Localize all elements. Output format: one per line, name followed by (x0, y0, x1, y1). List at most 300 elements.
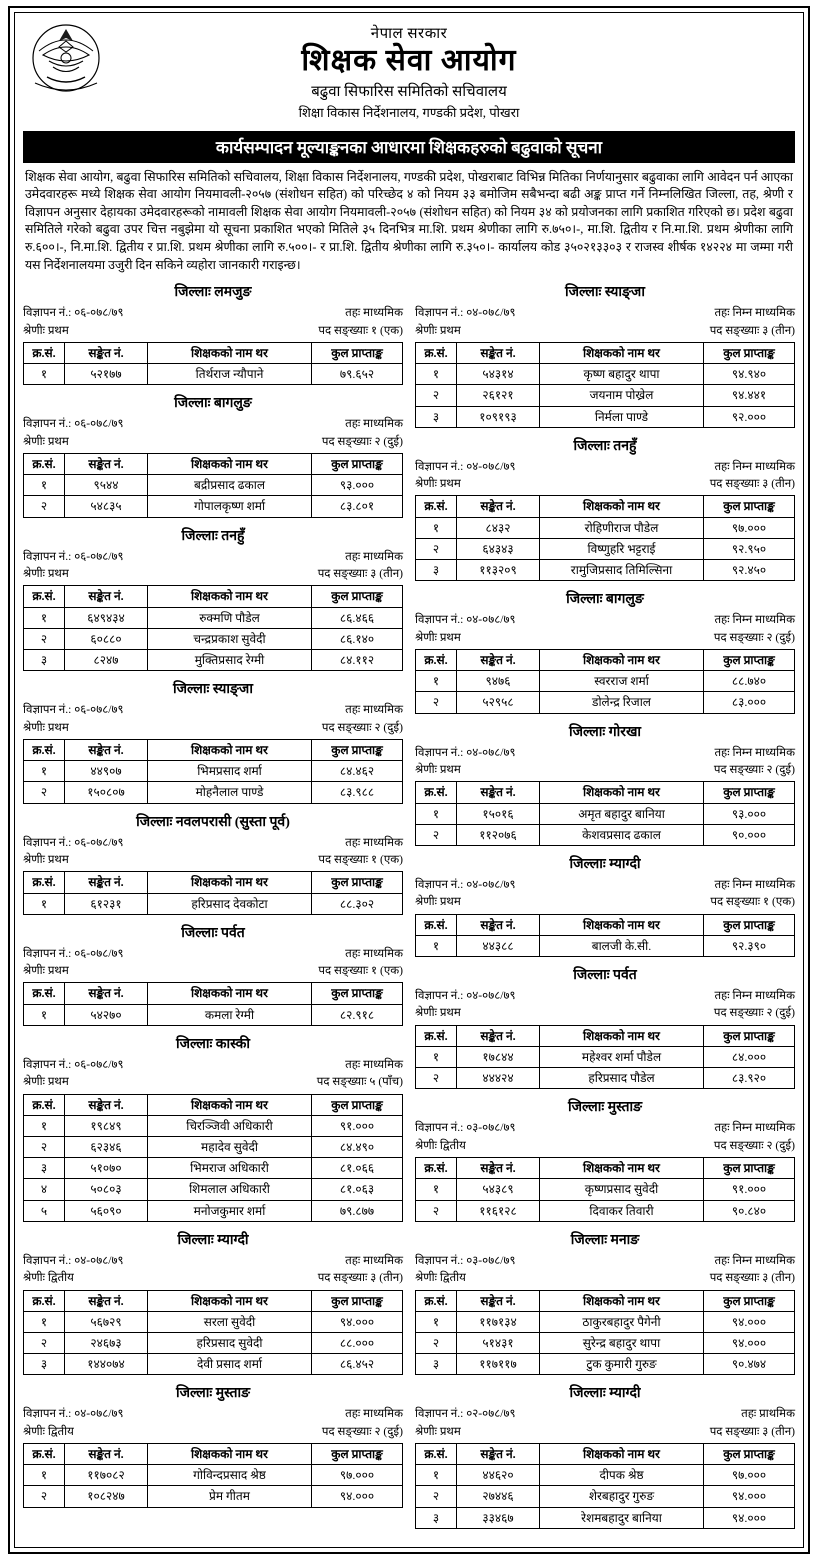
column-header: शिक्षकको नाम थर (540, 782, 704, 803)
grade: श्रेणीः प्रथम (415, 895, 461, 909)
post-count: पद सङ्ख्याः ३ (तीन) (709, 1271, 795, 1285)
column-header: सङ्केत नं. (457, 342, 540, 363)
table-cell: २ (416, 1068, 457, 1089)
district-block (415, 1230, 795, 1376)
teaching-level: तहः माध्यमिक (345, 1057, 403, 1071)
table-cell: ८३.८०१ (312, 496, 403, 517)
table-row (24, 1158, 403, 1179)
table-cell: ९१.००० (704, 1179, 795, 1200)
table-cell: हरिप्रसाद देवकोटा (148, 893, 312, 914)
column-header: शिक्षकको नाम थर (148, 1094, 312, 1115)
column-header: शिक्षकको नाम थर (540, 1444, 704, 1465)
table-cell: १५०८०७ (65, 782, 148, 803)
column-header: शिक्षकको नाम थर (540, 1290, 704, 1311)
table-cell: ९०.८४० (704, 1200, 795, 1221)
column-header: क्र.सं. (416, 1290, 457, 1311)
table-row (24, 364, 403, 385)
table-cell: ३ (24, 1158, 65, 1179)
grade: श्रेणीः प्रथम (415, 630, 461, 644)
table-cell: ३ (416, 406, 457, 427)
table-row (24, 1311, 403, 1332)
advertisement-number: विज्ञापन नं.: ०६-०७८/७९ (23, 549, 124, 563)
table-row (416, 692, 795, 713)
post-count: पद सङ्ख्याः २ (दुई) (321, 720, 403, 734)
table-row (24, 1115, 403, 1136)
table-cell: भिमराज अधिकारी (148, 1158, 312, 1179)
table-cell: ५६०९० (65, 1200, 148, 1221)
advertisement-number: विज्ञापन नं.: ०६-०७८/७९ (23, 835, 124, 849)
table-cell: ११७११७ (457, 1354, 540, 1375)
table-cell: ३ (416, 1354, 457, 1375)
candidates-table (415, 781, 795, 846)
table-cell: ९४.००० (704, 1311, 795, 1332)
table-cell: कमला रेग्मी (148, 1004, 312, 1025)
column-header: सङ्केत नं. (457, 650, 540, 671)
table-row (24, 1465, 403, 1486)
table-cell: ५४२७० (65, 1004, 148, 1025)
table-cell: ५२९५८ (457, 692, 540, 713)
column-header: शिक्षकको नाम थर (148, 983, 312, 1004)
table-cell: कृष्ण बहादुर थापा (540, 364, 704, 385)
table-cell: ९४.९४० (704, 364, 795, 385)
table-cell: ९३.००० (312, 475, 403, 496)
table-cell: २ (416, 1200, 457, 1221)
advertisement-number: विज्ञापन नं.: ०६-०७८/७९ (23, 306, 124, 320)
table-row (416, 385, 795, 406)
table-row (24, 1137, 403, 1158)
table-row (24, 1332, 403, 1353)
column-header: क्र.सं. (24, 1094, 65, 1115)
column-header: क्र.सं. (416, 914, 457, 935)
district-heading: जिल्लाः म्याग्दी (569, 1386, 641, 1402)
table-row (416, 1486, 795, 1507)
post-count: पद सङ्ख्याः १ (एक) (318, 964, 403, 978)
table-cell: १ (416, 935, 457, 956)
table-cell: ३ (24, 1354, 65, 1375)
advertisement-number: विज्ञापन नं.: ०६-०७८/७९ (23, 1057, 124, 1071)
table-cell: ८४.००० (704, 1047, 795, 1068)
table-cell: मनोजकुमार शर्मा (148, 1200, 312, 1221)
post-count: पद सङ्ख्याः ३ (तीन) (709, 1424, 795, 1438)
district-block (23, 812, 403, 915)
district-heading: जिल्लाः गोरखा (568, 724, 642, 740)
table-cell: ११७०८२ (65, 1465, 148, 1486)
district-block (23, 923, 403, 1026)
table-cell: अमृत बहादुर बानिया (540, 803, 704, 824)
table-cell: ६४३४३ (457, 538, 540, 559)
table-row (24, 475, 403, 496)
candidates-table (23, 739, 403, 804)
column-header: क्र.सं. (416, 342, 457, 363)
table-cell: रोहिणीराज पौडेल (540, 517, 704, 538)
table-cell: टुक कुमारी गुरुङ (540, 1354, 704, 1375)
column-header: कुल प्राप्ताङ्क (312, 454, 403, 475)
teaching-level: तहः निम्न माध्यमिक (714, 613, 795, 627)
district-heading: जिल्लाः बागलुङ (566, 592, 644, 608)
table-cell: ५४८३५ (65, 496, 148, 517)
table-cell: डोलेन्द्र रिजाल (540, 692, 704, 713)
table-cell: चन्द्रप्रकाश सुवेदी (148, 628, 312, 649)
column-header: शिक्षकको नाम थर (540, 914, 704, 935)
column-header: कुल प्राप्ताङ्क (312, 1290, 403, 1311)
table-cell: १ (416, 1047, 457, 1068)
column-header: सङ्केत नं. (65, 1094, 148, 1115)
table-cell: स्वरराज शर्मा (540, 671, 704, 692)
district-heading: जिल्लाः बागलुङ (174, 396, 252, 412)
column-header: कुल प्राप्ताङ्क (704, 496, 795, 517)
table-row (416, 538, 795, 559)
table-cell: १ (416, 364, 457, 385)
page-inner-border (14, 12, 804, 1548)
table-cell: दीपक श्रेष्ठ (540, 1465, 704, 1486)
column-header: कुल प्राप्ताङ्क (704, 1158, 795, 1179)
organization-name: शिक्षक सेवा आयोग (301, 44, 517, 77)
table-row (24, 607, 403, 628)
district-block (23, 526, 403, 672)
table-cell: ९५४४ (65, 475, 148, 496)
candidates-table (415, 649, 795, 714)
teaching-level: तहः माध्यमिक (345, 1407, 403, 1421)
table-cell: ८६.४६६ (312, 607, 403, 628)
advertisement-number: विज्ञापन नं.: ०४-०७८/७९ (23, 1407, 124, 1421)
teaching-level: तहः निम्न माध्यमिक (714, 306, 795, 320)
column-header: कुल प्राप्ताङ्क (312, 872, 403, 893)
column-header: क्र.सं. (24, 454, 65, 475)
table-cell: २ (24, 1332, 65, 1353)
advertisement-number: विज्ञापन नं.: ०४-०७८/७९ (415, 459, 516, 473)
table-cell: जयनाम पोख्रेल (540, 385, 704, 406)
district-block (415, 1097, 795, 1221)
government-line: नेपाल सरकार (370, 26, 448, 42)
table-header-row (24, 872, 403, 893)
table-cell: बद्रीप्रसाद ढकाल (148, 475, 312, 496)
document-header (23, 19, 795, 127)
table-row (24, 1179, 403, 1200)
table-cell: भिमप्रसाद शर्मा (148, 761, 312, 782)
table-cell: ठाकुरबहादुर पैगेनी (540, 1311, 704, 1332)
column-header: सङ्केत नं. (457, 782, 540, 803)
post-count: पद सङ्ख्याः २ (दुई) (713, 762, 795, 776)
block-meta (23, 834, 403, 869)
table-cell: ५ (24, 1200, 65, 1221)
advertisement-number: विज्ञापन नं.: ०४-०७८/७९ (415, 989, 516, 1003)
advertisement-number: विज्ञापन नं.: ०३-०७८/७९ (415, 1121, 516, 1135)
table-header-row (24, 739, 403, 760)
block-meta (415, 611, 795, 646)
table-cell: १ (24, 761, 65, 782)
table-cell: ५०८०३ (65, 1179, 148, 1200)
table-cell: ९०.००० (704, 824, 795, 845)
teaching-level: तहः माध्यमिक (345, 835, 403, 849)
grade: श्रेणीः प्रथम (415, 762, 461, 776)
grade: श्रेणीः प्रथम (23, 1075, 69, 1089)
table-cell: ९७.००० (704, 1465, 795, 1486)
table-cell: ८४.४६२ (312, 761, 403, 782)
table-cell: २६१२१ (457, 385, 540, 406)
table-cell: २ (24, 628, 65, 649)
table-cell: ९२.००० (704, 406, 795, 427)
table-cell: १५०१६ (457, 803, 540, 824)
block-meta (23, 1056, 403, 1091)
grade: श्रेणीः द्वितीय (415, 1271, 466, 1285)
district-block (23, 1034, 403, 1222)
table-cell: ११३२०९ (457, 560, 540, 581)
column-header: शिक्षकको नाम थर (148, 342, 312, 363)
column-header: सङ्केत नं. (65, 454, 148, 475)
table-row (24, 1354, 403, 1375)
column-header: कुल प्राप्ताङ्क (312, 586, 403, 607)
table-cell: ८१.०६३ (312, 1179, 403, 1200)
post-count: पद सङ्ख्याः ३ (तीन) (709, 477, 795, 491)
table-cell: ३३४६७ (457, 1507, 540, 1528)
table-cell: ९१.००० (312, 1115, 403, 1136)
table-cell: १०८२४७ (65, 1486, 148, 1507)
advertisement-number: विज्ञापन नं.: ०४-०७८/७९ (415, 306, 516, 320)
column-header: कुल प्राप्ताङ्क (704, 650, 795, 671)
advertisement-number: विज्ञापन नं.: ०२-०७८/७९ (415, 1407, 516, 1421)
table-cell: बालजी के.सी. (540, 935, 704, 956)
table-header-row (416, 496, 795, 517)
table-cell: शेरबहादुर गुरुङ (540, 1486, 704, 1507)
table-row (416, 1507, 795, 1528)
column-header: सङ्केत नं. (65, 586, 148, 607)
column-header: शिक्षकको नाम थर (148, 586, 312, 607)
block-meta (415, 987, 795, 1022)
column-header: कुल प्राप्ताङ्क (312, 1094, 403, 1115)
table-cell: ४४४२४ (457, 1068, 540, 1089)
table-row (416, 1068, 795, 1089)
column-header: क्र.सं. (416, 1158, 457, 1179)
table-cell: ११७१३४ (457, 1311, 540, 1332)
grade: श्रेणीः प्रथम (23, 567, 69, 581)
table-row (24, 761, 403, 782)
block-meta (23, 945, 403, 980)
table-cell: विष्णुहरि भट्टराई (540, 538, 704, 559)
district-block (23, 1230, 403, 1376)
district-block (23, 282, 403, 385)
candidates-table (415, 1025, 795, 1090)
notice-paragraph: शिक्षक सेवा आयोग, बढुवा सिफारिस समितिको सचिवालय, शिक्षा विकास निर्देशनालय, गण्डकी प्रदेश, पोखराबाट विभिन्न मितिका निर्णयानुसार बढुवाका लागि आवेदन पर्न आएका उमेदवारहरू मध्ये शिक्षक सेवा आयोग नियमावली-२०५७ (संशोधन सहित) को परिच्छेद ४ को नियम ३३ बमोजिम सबैभन्दा बढी अङ्क प्राप्त गर्ने निम्नलिखित जिल्ला, तह, श्रेणी र विज्ञापन अनुसार देहायका उमेदवारहरूको नामावली शिक्षक सेवा आयोग नियमावली-२०५७ (संशोधन सहित) को नियम ३४ को प्रयोजनका लागि प्रकाशित गरिएको छ। प्रदेश बढुवा समितिले गरेको बढुवा उपर चित्त नबुझेमा यो सूचना प्रकाशित भएको मितिले ३५ दिनभित्र मा.शि. प्रथम श्रेणीका लागि रु.७५०।-, मा.शि. द्वितीय र नि.मा.शि. प्रथम श्रेणीका लागि रु.६००।-, नि.मा.शि. द्वितीय र प्रा.शि. प्रथम श्रेणीका लागि रु.५००।- र प्रा.शि. द्वितीय श्रेणीका लागि रु.३५०।- कार्यालय कोड ३५०२१३३०३ र राजस्व शीर्षक १४२२४ मा जम्मा गरी यस निर्देशनालयमा उजुरी दिन सकिने व्यहोरा जानकारी गराइन्छ। (25, 169, 793, 272)
column-header: सङ्केत नं. (457, 496, 540, 517)
table-cell: रुक्मणि पौडेल (148, 607, 312, 628)
table-cell: ७९.८७७ (312, 1200, 403, 1221)
table-cell: महेश्वर शर्मा पौडेल (540, 1047, 704, 1068)
post-count: पद सङ्ख्याः २ (दुई) (713, 630, 795, 644)
table-cell: १ (24, 475, 65, 496)
advertisement-number: विज्ञापन नं.: ०३-०७८/७९ (415, 1253, 516, 1267)
table-cell: ९२.३९० (704, 935, 795, 956)
district-block (415, 436, 795, 582)
table-cell: गोविन्दप्रसाद श्रेष्ठ (148, 1465, 312, 1486)
table-row (416, 406, 795, 427)
table-cell: ८४.११२ (312, 650, 403, 671)
table-cell: देवी प्रसाद शर्मा (148, 1354, 312, 1375)
post-count: पद सङ्ख्याः ३ (तीन) (317, 1271, 403, 1285)
teaching-level: तहः निम्न माध्यमिक (714, 1121, 795, 1135)
column-header: शिक्षकको नाम थर (540, 1158, 704, 1179)
table-cell: १ (416, 1179, 457, 1200)
table-cell: १४४०७४ (65, 1354, 148, 1375)
column-header: शिक्षकको नाम थर (148, 1290, 312, 1311)
candidates-table (23, 1290, 403, 1376)
candidates-table (23, 342, 403, 385)
table-cell: ४४३८८ (457, 935, 540, 956)
table-cell: ५१०७० (65, 1158, 148, 1179)
table-row (416, 364, 795, 385)
table-cell: ८८.००० (312, 1332, 403, 1353)
district-heading: जिल्लाः म्याग्दी (177, 1232, 249, 1248)
teaching-level: तहः निम्न माध्यमिक (714, 1253, 795, 1267)
grade: श्रेणीः प्रथम (23, 434, 69, 448)
block-meta (415, 1252, 795, 1287)
column-header: सङ्केत नं. (65, 983, 148, 1004)
district-heading: जिल्लाः पर्वत (181, 925, 245, 941)
table-cell: महादेव सुवेदी (148, 1137, 312, 1158)
block-meta (23, 1405, 403, 1440)
district-heading: जिल्लाः तनहुँ (573, 438, 637, 454)
grade: श्रेणीः प्रथम (415, 1006, 461, 1020)
advertisement-number: विज्ञापन नं.: ०४-०७८/७९ (23, 1253, 124, 1267)
table-cell: १ (24, 1004, 65, 1025)
block-meta (23, 701, 403, 736)
column-header: शिक्षकको नाम थर (148, 1444, 312, 1465)
column-header: क्र.सं. (416, 1025, 457, 1046)
table-cell: ५६७२९ (65, 1311, 148, 1332)
table-row (24, 1200, 403, 1221)
table-cell: १ (416, 803, 457, 824)
table-header-row (416, 650, 795, 671)
table-header-row (24, 1444, 403, 1465)
teaching-level: तहः निम्न माध्यमिक (714, 745, 795, 759)
table-cell: २ (24, 1137, 65, 1158)
teaching-level: तहः निम्न माध्यमिक (714, 877, 795, 891)
grade: श्रेणीः द्वितीय (415, 1138, 466, 1152)
two-column-layout (23, 280, 795, 1537)
table-cell: ३ (416, 1507, 457, 1528)
table-cell: १७८४४ (457, 1047, 540, 1068)
table-cell: ९४.००० (704, 1486, 795, 1507)
post-count: पद सङ्ख्याः १ (एक) (318, 323, 403, 337)
table-cell: ४ (24, 1179, 65, 1200)
table-cell: मुक्तिप्रसाद रेग्मी (148, 650, 312, 671)
candidates-table (415, 495, 795, 581)
block-meta (415, 1119, 795, 1154)
table-cell: केशवप्रसाद ढकाल (540, 824, 704, 845)
table-cell: चिरञ्जिवी अधिकारी (148, 1115, 312, 1136)
column-header: कुल प्राप्ताङ्क (312, 983, 403, 1004)
teaching-level: तहः निम्न माध्यमिक (714, 989, 795, 1003)
table-row (24, 628, 403, 649)
table-cell: ६२३४६ (65, 1137, 148, 1158)
post-count: पद सङ्ख्याः २ (दुई) (321, 434, 403, 448)
table-cell: हरिप्रसाद सुवेदी (148, 1332, 312, 1353)
district-heading: जिल्लाः मनाङ (570, 1232, 640, 1248)
table-cell: १०९१९३ (457, 406, 540, 427)
table-cell: ४४६२० (457, 1465, 540, 1486)
table-cell: २ (416, 1332, 457, 1353)
table-cell: ८४.४९० (312, 1137, 403, 1158)
column-header: क्र.सं. (24, 1290, 65, 1311)
post-count: पद सङ्ख्याः ३ (तीन) (709, 323, 795, 337)
column-header: क्र.सं. (24, 872, 65, 893)
district-block (23, 1383, 403, 1507)
table-cell: ११६१२८ (457, 1200, 540, 1221)
table-cell: ८३.००० (704, 692, 795, 713)
directorate-address: शिक्षा विकास निर्देशनालय, गण्डकी प्रदेश, पोखरा (298, 104, 520, 120)
table-cell: २ (416, 1486, 457, 1507)
grade: श्रेणीः प्रथम (23, 720, 69, 734)
table-header-row (416, 1158, 795, 1179)
column-header: क्र.सं. (416, 1444, 457, 1465)
column-header: शिक्षकको नाम थर (540, 1025, 704, 1046)
district-heading: जिल्लाः लमजुङ (174, 285, 252, 301)
grade: श्रेणीः द्वितीय (23, 1271, 74, 1285)
grade: श्रेणीः प्रथम (23, 852, 69, 866)
district-block (23, 393, 403, 517)
column-header: सङ्केत नं. (457, 1444, 540, 1465)
table-row (416, 824, 795, 845)
table-cell: ५४३१४ (457, 364, 540, 385)
table-cell: हरिप्रसाद पौडेल (540, 1068, 704, 1089)
candidates-table (23, 1094, 403, 1222)
candidates-table (415, 914, 795, 957)
table-cell: ६०८८० (65, 628, 148, 649)
candidates-table (415, 1157, 795, 1222)
table-cell: ६४९४३४ (65, 607, 148, 628)
committee-secretariat: बढुवा सिफारिस समितिको सचिवालय (311, 83, 507, 100)
grade: श्रेणीः प्रथम (415, 477, 461, 491)
column-header: क्र.सं. (416, 650, 457, 671)
block-meta (23, 415, 403, 450)
table-header-row (416, 1444, 795, 1465)
post-count: पद सङ्ख्याः २ (दुई) (713, 1138, 795, 1152)
column-header: कुल प्राप्ताङ्क (704, 1025, 795, 1046)
table-cell: कृष्णप्रसाद सुवेदी (540, 1179, 704, 1200)
table-header-row (24, 1094, 403, 1115)
table-row (416, 1200, 795, 1221)
column-header: सङ्केत नं. (457, 1025, 540, 1046)
table-row (416, 935, 795, 956)
post-count: पद सङ्ख्याः २ (दुई) (713, 1006, 795, 1020)
district-heading: जिल्लाः कास्की (176, 1036, 250, 1052)
table-cell: १ (416, 517, 457, 538)
column-header: सङ्केत नं. (65, 1290, 148, 1311)
column-header: सङ्केत नं. (457, 914, 540, 935)
grade: श्रेणीः द्वितीय (23, 1424, 74, 1438)
table-cell: ९२.९५० (704, 538, 795, 559)
post-count: पद सङ्ख्याः १ (एक) (318, 852, 403, 866)
table-cell: ९२.४५० (704, 560, 795, 581)
table-cell: ८६.१४० (312, 628, 403, 649)
table-cell: ८६.४५२ (312, 1354, 403, 1375)
district-block (415, 722, 795, 846)
column-header: कुल प्राप्ताङ्क (704, 782, 795, 803)
advertisement-number: विज्ञापन नं.: ०६-०७८/७९ (23, 703, 124, 717)
table-cell: २ (416, 385, 457, 406)
advertisement-number: विज्ञापन नं.: ०४-०७८/७९ (415, 613, 516, 627)
column-header: क्र.सं. (416, 496, 457, 517)
table-header-row (24, 454, 403, 475)
table-cell: ११२०७६ (457, 824, 540, 845)
page-outer-border (8, 6, 810, 1554)
district-heading: जिल्लाः तनहुँ (181, 528, 245, 544)
table-header-row (416, 1290, 795, 1311)
district-block (415, 589, 795, 713)
teaching-level: तहः प्राथमिक (741, 1407, 795, 1421)
table-header-row (24, 586, 403, 607)
table-cell: ९४.००० (704, 1332, 795, 1353)
table-cell: ९४.००० (312, 1311, 403, 1332)
